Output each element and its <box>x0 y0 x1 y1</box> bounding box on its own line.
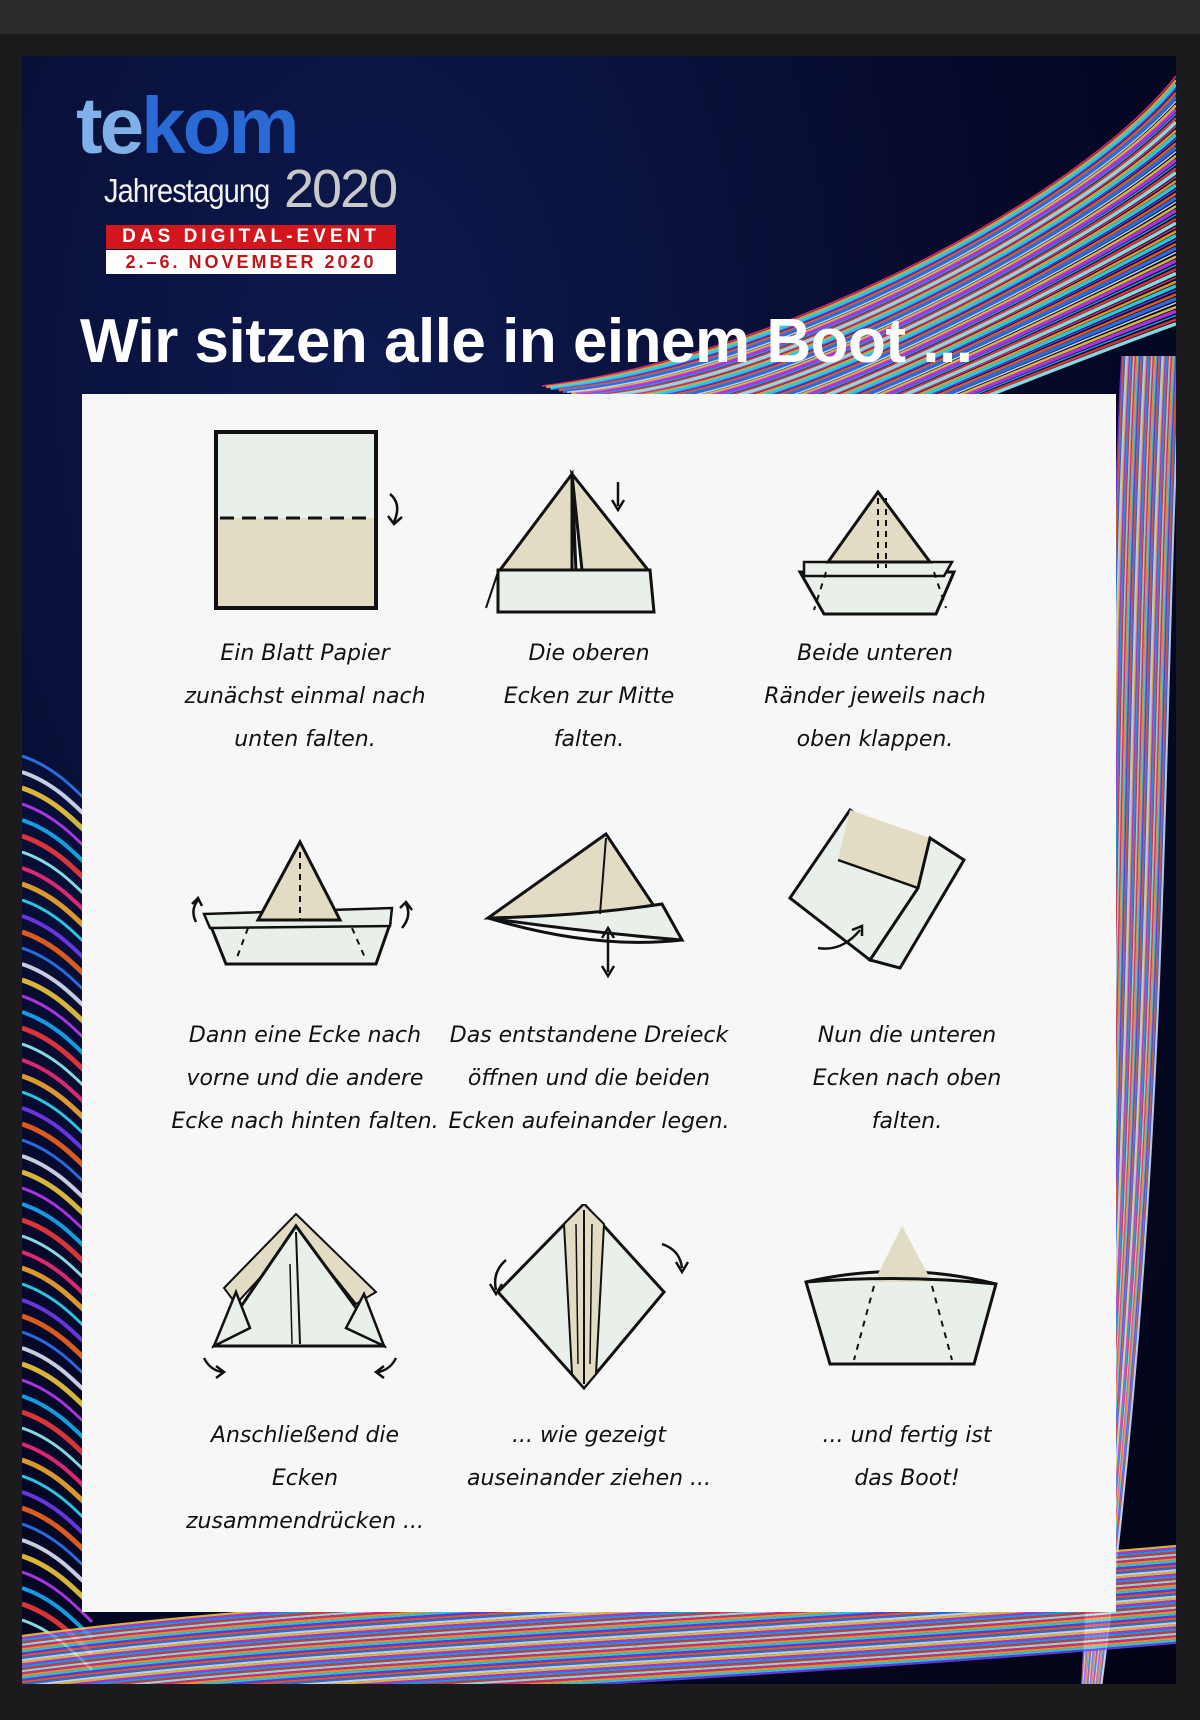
logo-wordmark <box>76 81 297 170</box>
caption-line: auseinander ziehen ... <box>466 1466 712 1491</box>
logo-te: te <box>76 81 142 170</box>
logo-kom: kom <box>141 81 297 170</box>
folding-illustration-1 <box>140 422 470 632</box>
caption-line: zusammendrücken ... <box>185 1509 424 1534</box>
tekom-logo <box>76 81 416 272</box>
step-8-caption <box>424 1414 754 1500</box>
caption-line: Ecke nach hinten falten. <box>171 1109 439 1134</box>
caption-line: falten. <box>553 727 625 752</box>
step-4 <box>140 804 470 1143</box>
caption-line: Ecken <box>271 1466 339 1491</box>
caption-line: vorne und die andere <box>186 1066 424 1091</box>
step-2-caption <box>424 632 754 761</box>
folding-illustration-4 <box>140 804 470 1014</box>
folding-illustration-9 <box>742 1204 1072 1414</box>
step-5 <box>424 804 754 1143</box>
caption-line: Beide unteren <box>797 641 953 666</box>
caption-line: Anschließend die <box>210 1423 400 1448</box>
caption-line: zunächst einmal nach <box>184 684 426 709</box>
caption-line: Nun die unteren <box>817 1023 997 1048</box>
caption-line: Dann eine Ecke nach <box>188 1023 422 1048</box>
step-3-caption <box>710 632 1040 761</box>
instructions-card <box>82 394 1116 1612</box>
step-1 <box>140 422 470 761</box>
step-9 <box>742 1204 1072 1500</box>
step-8 <box>424 1204 754 1500</box>
step-1-caption <box>140 632 470 761</box>
caption-line: Die oberen <box>528 641 650 666</box>
caption-line: öffnen und die beiden <box>467 1066 711 1091</box>
folding-illustration-8 <box>424 1204 754 1414</box>
step-6-caption <box>742 1014 1072 1143</box>
poster <box>22 56 1176 1684</box>
step-7 <box>140 1204 470 1543</box>
caption-line: Das entstandene Dreieck <box>449 1023 729 1048</box>
folding-illustration-2 <box>424 422 754 632</box>
folding-illustration-6 <box>742 804 1072 1014</box>
step-4-caption <box>140 1014 470 1143</box>
step-2 <box>424 422 754 761</box>
event-badge: DAS DIGITAL-EVENT <box>106 225 396 249</box>
window-top-bar <box>0 0 1200 34</box>
caption-line: unten falten. <box>234 727 376 752</box>
caption-line: Ein Blatt Papier <box>220 641 390 666</box>
folding-illustration-3 <box>710 422 1040 632</box>
event-date-badge: 2.–6. NOVEMBER 2020 <box>106 250 396 274</box>
logo-subtitle: Jahrestagung <box>104 172 270 209</box>
caption-line: Ecken aufeinander legen. <box>448 1109 730 1134</box>
step-9-caption <box>742 1414 1072 1500</box>
caption-line: ... wie gezeigt <box>512 1423 666 1448</box>
headline: Wir sitzen alle in einem Boot ... <box>80 307 973 376</box>
logo-year: 2020 <box>284 159 397 219</box>
caption-line: das Boot! <box>854 1466 960 1491</box>
caption-line: oben klappen. <box>796 727 954 752</box>
folding-illustration-5 <box>424 804 754 1014</box>
caption-line: falten. <box>871 1109 943 1134</box>
step-6 <box>742 804 1072 1143</box>
caption-line: ... und fertig ist <box>822 1423 992 1448</box>
step-7-caption <box>140 1414 470 1543</box>
caption-line: Ränder jeweils nach <box>764 684 986 709</box>
step-5-caption <box>424 1014 754 1143</box>
caption-line: Ecken zur Mitte <box>503 684 675 709</box>
step-3 <box>710 422 1040 761</box>
caption-line: Ecken nach oben <box>812 1066 1002 1091</box>
folding-illustration-7 <box>140 1204 470 1414</box>
